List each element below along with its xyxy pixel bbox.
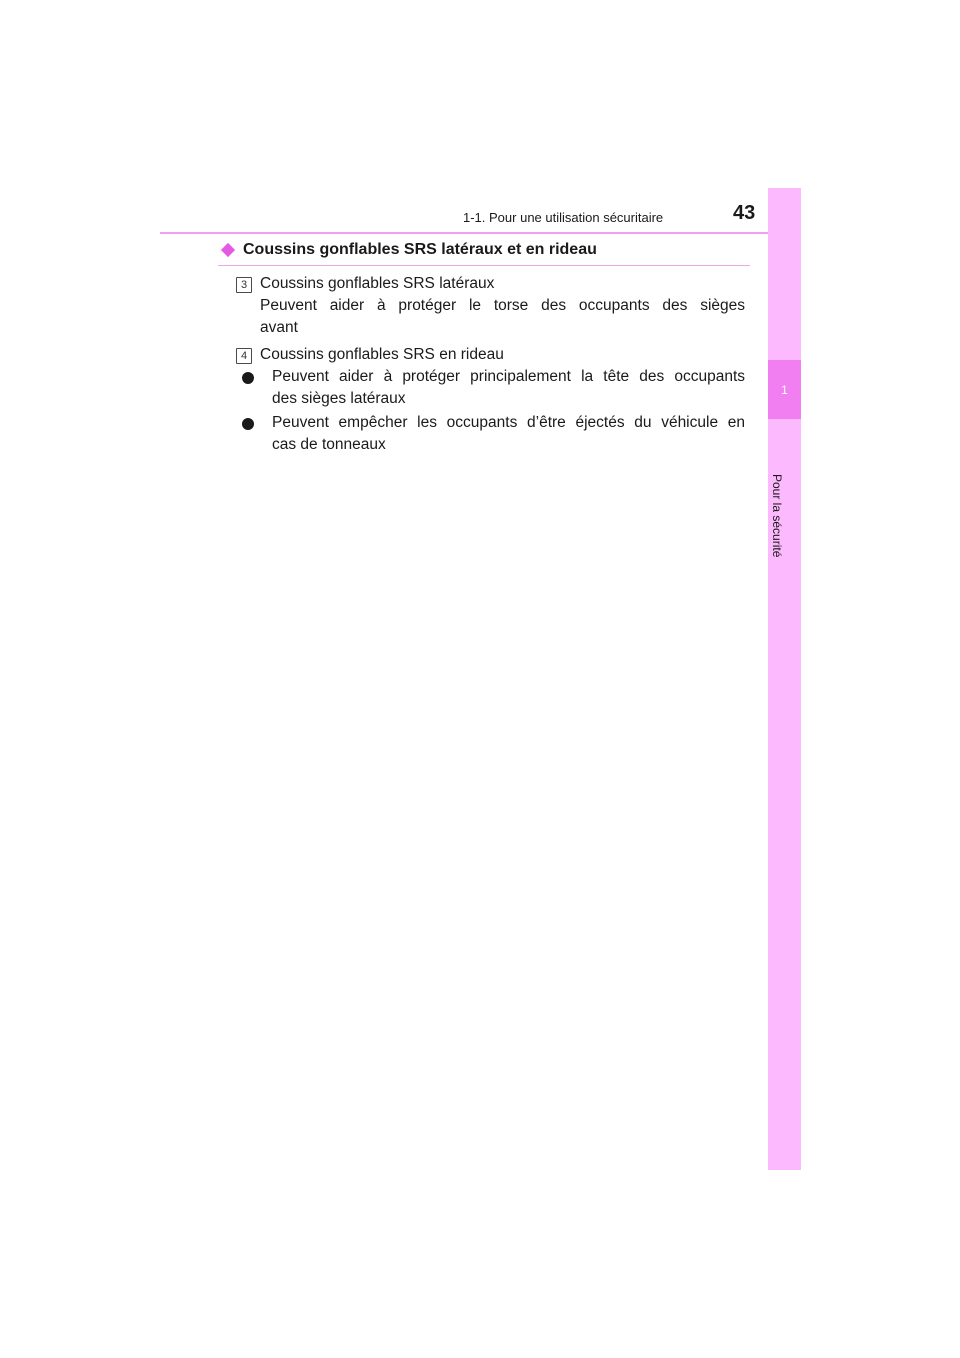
- bullet-text-line: des sièges latéraux: [272, 390, 406, 407]
- section-heading: Coussins gonflables SRS latéraux et en rideau: [243, 241, 597, 258]
- chapter-title: Pour la sécurité: [770, 474, 784, 558]
- chapter-side-tab: [768, 188, 801, 1170]
- bullet-icon: [242, 418, 254, 430]
- diamond-icon: [221, 243, 235, 257]
- section-heading-rule: [218, 265, 750, 266]
- item-number-badge: 3: [236, 277, 252, 293]
- item-description-line: Peuvent aider à protéger le torse des occupants des sièges: [260, 297, 745, 314]
- section-heading-row: [218, 240, 750, 264]
- section-label: 1-1. Pour une utilisation sécuritaire: [463, 210, 664, 225]
- item-title: Coussins gonflables SRS latéraux: [260, 275, 495, 292]
- item-title: Coussins gonflables SRS en rideau: [260, 346, 504, 363]
- header-rule: [160, 232, 800, 234]
- bullet-text-line: cas de tonneaux: [272, 436, 386, 453]
- item-description-line: avant: [260, 319, 298, 336]
- bullet-text-line: Peuvent empêcher les occupants d’être éjectés du véhicule en: [272, 414, 745, 431]
- chapter-number: 1: [781, 382, 788, 397]
- page-header: [0, 0, 960, 240]
- chapter-number-marker: [768, 360, 801, 419]
- bullet-text-line: Peuvent aider à protéger principalement la tête des occupants: [272, 368, 745, 385]
- bullet-icon: [242, 372, 254, 384]
- item-number-badge: 4: [236, 348, 252, 364]
- page-number: 43: [733, 202, 756, 224]
